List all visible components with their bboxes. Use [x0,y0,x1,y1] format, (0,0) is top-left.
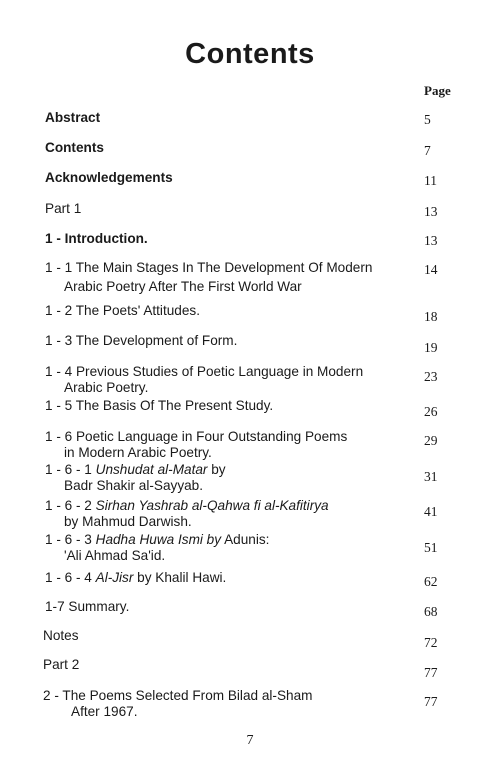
toc-page-number: 77 [424,665,438,680]
toc-page-number: 13 [424,233,438,248]
toc-page-number: 14 [424,262,438,277]
toc-page-number: 5 [424,112,431,127]
toc-entry-1-5 [45,398,273,414]
toc-entry-introduction [45,231,148,247]
toc-entry-acknowledgements [45,170,173,186]
toc-page-number: 41 [424,504,438,519]
toc-entry-1-7 [45,599,129,615]
toc-entry-text-continued: in Modern Arabic Poetry. [64,445,212,460]
toc-entry-poem-title: Unshudat al-Matar [95,462,208,477]
toc-entry-text: Part 1 [45,201,82,216]
toc-page-number: 19 [424,340,438,355]
toc-entry-text: Notes [43,628,79,643]
toc-entry-1-6-2 [45,498,329,530]
toc-page-number: 29 [424,433,438,448]
page-title: Contents [185,38,315,70]
toc-entry-poem-title: Sirhan Yashrab al-Qahwa fi al-Kafitirya [95,498,329,513]
toc-entry-poem-title: Al-Jisr [95,570,134,585]
toc-entry-part-1 [45,201,81,217]
toc-entry-text-continued: 'Ali Ahmad Sa'id. [64,548,166,563]
toc-entry-1-4 [45,364,363,396]
toc-entry-number: 1 - 6 - 2 [45,498,96,513]
toc-page-number: 18 [424,309,438,324]
toc-entry-text: 2 - The Poems Selected From Bilad al-Sham [43,688,313,703]
toc-entry-part-2 [43,657,79,673]
toc-entry-text: 1 - 2 The Poets' Attitudes. [45,303,200,318]
toc-entry-text: 1 - 1 The Main Stages In The Development Of Modern [45,260,373,275]
toc-entry-text-suffix: Adunis: [221,532,270,547]
toc-entry-text-suffix: by [207,462,226,477]
toc-entry-number: 1 - 6 - 1 [45,462,96,477]
toc-entry-text: Contents [45,140,104,155]
toc-entry-text-continued: by Mahmud Darwish. [64,514,192,529]
toc-entry-text-continued: Arabic Poetry. [64,380,149,395]
toc-entry-text: 1 - 6 Poetic Language in Four Outstanding Poems [45,429,348,444]
toc-entry-number: 1 - 6 - 3 [45,532,96,547]
toc-page-number: 77 [424,694,438,709]
toc-entry-text: 1-7 Summary. [45,599,130,614]
toc-entry-text: Part 2 [43,657,80,672]
toc-page-number: 11 [424,173,437,188]
toc-page-number: 26 [424,404,438,419]
toc-entry-contents [45,140,104,156]
toc-page-number: 13 [424,204,438,219]
toc-entry-text: 1 - 3 The Development of Form. [45,333,238,348]
toc-entry-text-continued: After 1967. [71,704,138,719]
toc-entry-1-6-4 [45,570,226,586]
toc-page-number: 72 [424,635,438,650]
toc-entry-text: Acknowledgements [45,170,173,185]
toc-entry-text-suffix: by Khalil Hawi. [133,570,227,585]
toc-entry-1-6-1 [45,462,226,494]
toc-entry-text: 1 - 4 Previous Studies of Poetic Language in Modern [45,364,364,379]
toc-page-number: 51 [424,540,438,555]
toc-entry-poem-title: Hadha Huwa Ismi by [95,532,222,547]
toc-entry-abstract [45,110,100,126]
footer-page-number: 7 [246,733,254,748]
toc-entry-notes [43,628,79,644]
toc-page-number: 7 [424,143,431,158]
toc-entry-text-continued: Badr Shakir al-Sayyab. [64,478,204,493]
toc-page-number: 31 [424,469,438,484]
toc-entry-1-6-3 [45,532,269,564]
toc-page-number: 62 [424,574,438,589]
toc-entry-1-2 [45,303,200,319]
toc-page-number: 23 [424,369,438,384]
toc-entry-text: 1 - 5 The Basis Of The Present Study. [45,398,274,413]
toc-entry-1-3 [45,333,237,349]
page-column-heading: Page [424,83,451,98]
toc-entry-text: 1 - Introduction. [45,231,148,246]
toc-page-number: 68 [424,604,438,619]
toc-entry-1-6 [45,429,347,461]
toc-entry-1-1 [45,258,372,296]
toc-entry-text: Abstract [45,110,101,125]
toc-entry-text-continued: Arabic Poetry After The First World War [64,279,302,294]
toc-entry-number: 1 - 6 - 4 [45,570,96,585]
toc-entry-2 [43,688,312,720]
